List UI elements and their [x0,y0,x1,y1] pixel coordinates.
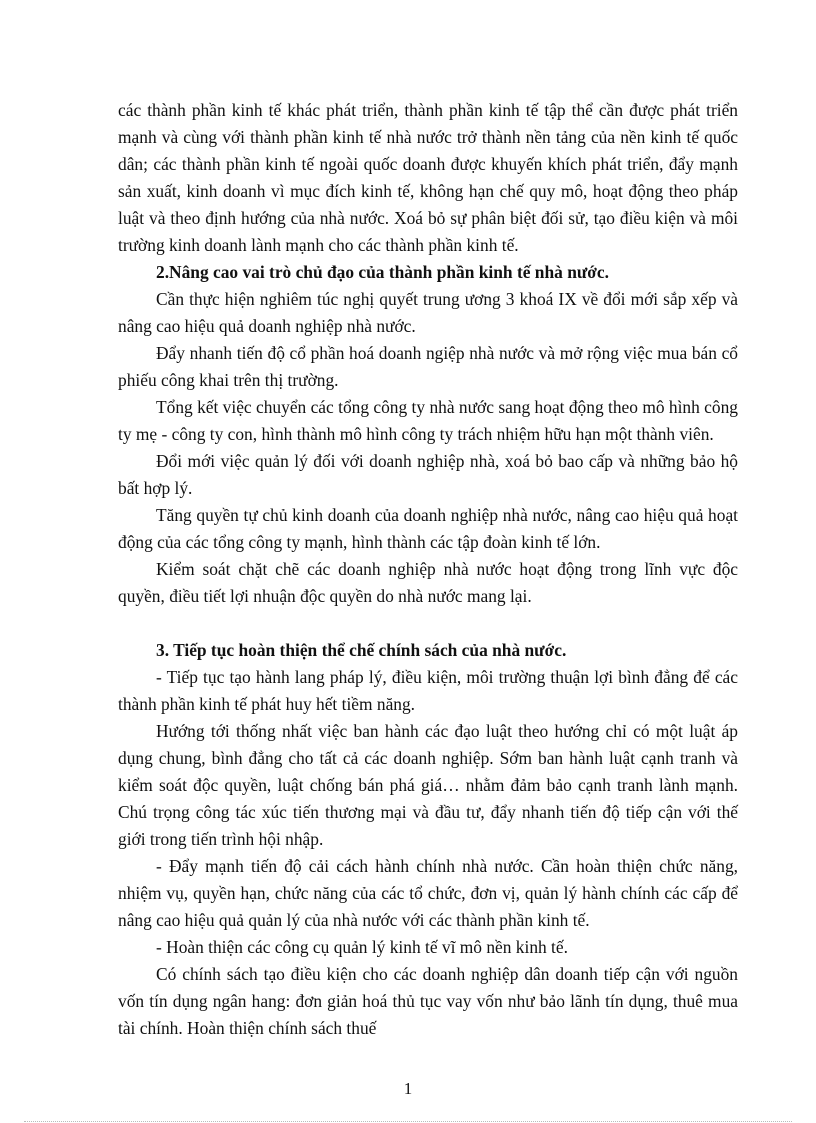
body-paragraph: Có chính sách tạo điều kiện cho các doanh nghiệp dân doanh tiếp cận với nguồn vốn tín dụng ngân hang: đơn giản hoá thủ tục vay vốn như bảo lãnh tín dụng, thuê mua tài chính. Hoàn thiện chính sách thuế [118,964,738,1038]
body-paragraph: Tăng quyền tự chủ kinh doanh của doanh nghiệp nhà nước, nâng cao hiệu quả hoạt động của các tổng công ty mạnh, hình thành các tập đoàn kinh tế lớn. [118,505,738,552]
page-number: 1 [403,1079,413,1098]
body-paragraph: Đẩy nhanh tiến độ cổ phần hoá doanh ngiệp nhà nước và mở rộng việc mua bán cổ phiếu công khai trên thị trường. [118,343,738,390]
body-paragraph: - Tiếp tục tạo hành lang pháp lý, điều kiện, môi trường thuận lợi bình đẳng để các thành phần kinh tế phát huy hết tiềm năng. [118,667,738,714]
body-paragraph: - Đẩy mạnh tiến độ cải cách hành chính nhà nước. Cần hoàn thiện chức năng, nhiệm vụ, quyền hạn, chức năng của các tổ chức, đơn vị, quản lý hành chính các cấp để nâng cao hiệu quả quản lý của nhà nước với các thành phần kinh tế. [118,856,738,930]
body-paragraph: Kiểm soát chặt chẽ các doanh nghiệp nhà nước hoạt động trong lĩnh vực độc quyền, điều tiết lợi nhuận độc quyền do nhà nước mang lại. [118,559,738,606]
body-paragraph: Tổng kết việc chuyển các tổng công ty nhà nước sang hoạt động theo mô hình công ty mẹ - công ty con, hình thành mô hình công ty trách nhiệm hữu hạn một thành viên. [118,397,738,444]
body-paragraph: - Hoàn thiện các công cụ quản lý kinh tế vĩ mô nền kinh tế. [156,937,568,957]
section-heading: 2.Nâng cao vai trò chủ đạo của thành phần kinh tế nhà nước. [156,262,609,282]
body-paragraph: Hướng tới thống nhất việc ban hành các đạo luật theo hướng chỉ có một luật áp dụng chung, bình đẳng cho tất cả các doanh nghiệp. Sớm ban hành luật cạnh tranh và kiểm soát độc quyền, luật chống bán phá giá… nhằm đảm bảo cạnh tranh lành mạnh. Chú trọng công tác xúc tiến thương mại và đầu tư, đẩy nhanh tiến độ tiếp cận với thế giới trong tiến trình hội nhập. [118,721,738,849]
document-body [118,97,738,1042]
page-bottom-divider [24,1121,792,1122]
body-paragraph: Cần thực hiện nghiêm túc nghị quyết trung ương 3 khoá IX về đổi mới sắp xếp và nâng cao hiệu quả doanh nghiệp nhà nước. [118,289,738,336]
body-paragraph: Đổi mới việc quản lý đối với doanh nghiệp nhà, xoá bỏ bao cấp và những bảo hộ bất hợp lý. [118,451,738,498]
body-paragraph: các thành phần kinh tế khác phát triển, thành phần kinh tế tập thể cần được phát triển mạnh và cùng với thành phần kinh tế nhà nước trở thành nền tảng của nền kinh tế quốc dân; các thành phần kinh tế ngoài quốc doanh được khuyến khích phát triển, đẩy mạnh sản xuất, kinh doanh vì mục đích kinh tế, không hạn chế quy mô, hoạt động theo pháp luật và theo định hướng của nhà nước. Xoá bỏ sự phân biệt đối sử, tạo điều kiện và môi trường kinh doanh lành mạnh cho các thành phần kinh tế. [118,100,738,255]
paragraph-spacer [118,610,738,637]
section-heading: 3. Tiếp tục hoàn thiện thể chế chính sách của nhà nước. [156,640,567,660]
